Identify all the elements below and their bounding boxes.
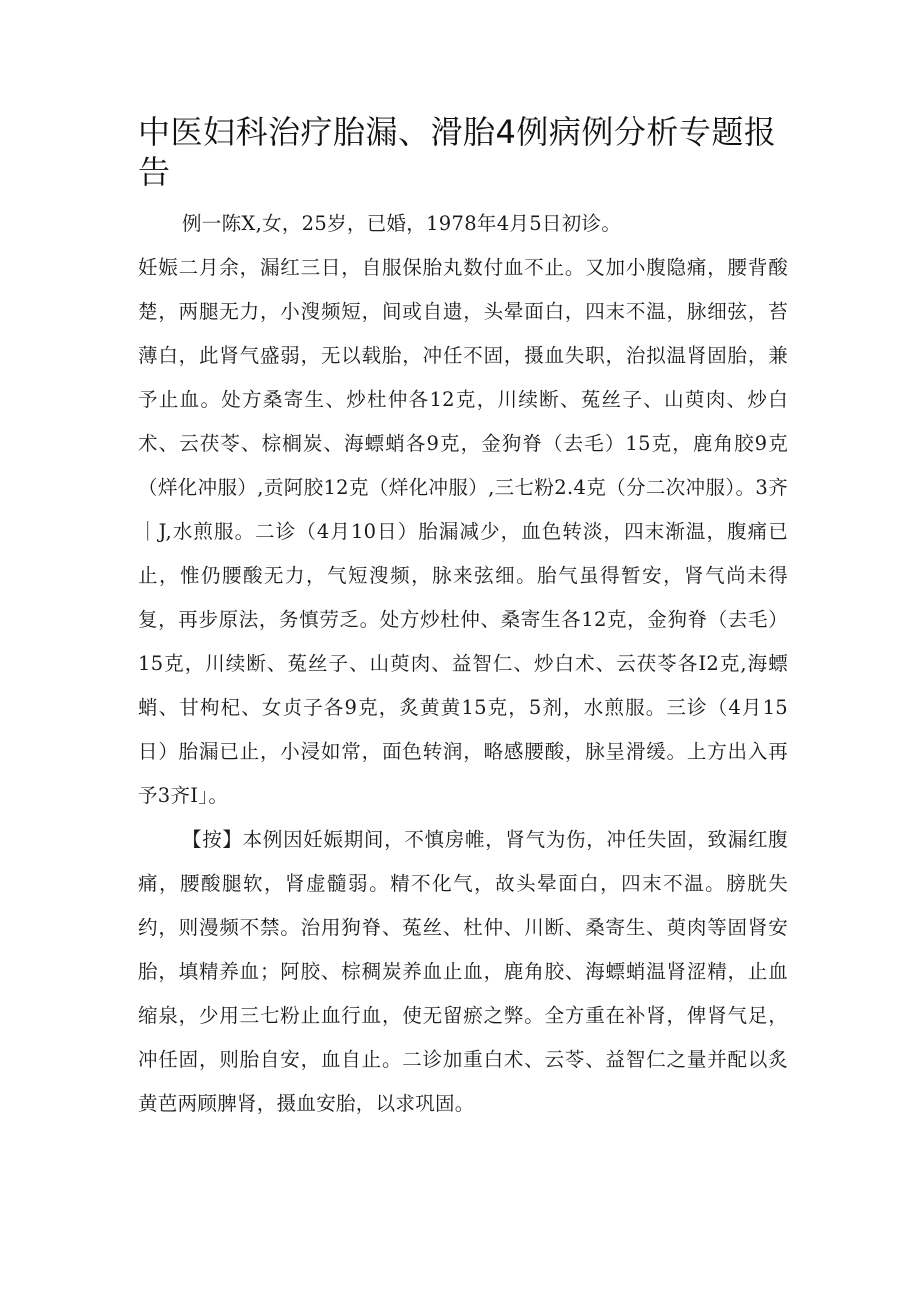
case-paragraph bbox=[138, 202, 788, 818]
commentary-paragraph: 【按】本例因妊娠期间，不慎房帷，肾气为伤，冲任失固，致漏红腹痛，腰酸腿软，肾虚髓弱。精不化气，故头晕面白，四末不温。膀胱失约，则漫频不禁。治用狗脊、菟丝、杜仲、川断、桑寄生、萸肉等固肾安胎，填精养血；阿胶、棕稠炭养血止血，鹿角胶、海螵蛸温肾涩精，止血缩泉，少用三七粉止血行血，使无留瘀之弊。全方重在补肾，俾肾气足，冲任固，则胎自安，血自止。二诊加重白术、云苓、益智仁之量并配以炙黄芭两顾脾肾，摄血安胎，以求巩固。 bbox=[138, 828, 788, 1115]
document-title: 中医妇科治疗胎漏、滑胎4例病例分析专题报告 bbox=[138, 113, 777, 191]
case-body: 妊娠二月余，漏红三日，自服保胎丸数付血不止。又加小腹隐痛，腰背酸楚，两腿无力，小溲频短，间或自遗，头晕面白，四末不温，脉细弦，苔薄白，此肾气盛弱，无以载胎，冲任不固，摄血失职，治拟温肾固胎，兼予止血。处方桑寄生、炒杜仲各12克，川续断、菟丝子、山萸肉、炒白术、云茯苓、棕榈炭、海螵蛸各9克，金狗脊（去毛）15克，鹿角胶9克（烊化冲服）,贡阿胶12克（烊化冲服）,三七粉2.4克（分二次冲服）。3齐｜J,水煎服。二诊（4月10日）胎漏减少，血色转淡，四末渐温，腹痛已止，惟仍腰酸无力，气短溲频，脉来弦细。胎气虽得暂安，肾气尚未得复，再步原法，务慎劳乏。处方炒杜仲、桑寄生各12克，金狗脊（去毛）15克，川续断、菟丝子、山萸肉、益智仁、炒白术、云茯苓各I2克,海螵蛸、甘枸杞、女贞子各9克，炙黄黄15克，5剂，水煎服。三诊（4月15日）胎漏已止，小浸如常，面色转润，略感腰酸，脉呈滑缓。上方出入再予3齐I」。 bbox=[138, 256, 788, 807]
document-page bbox=[138, 112, 788, 1126]
case-intro: 例一陈X,女，25岁，已婚，1978年4月5日初诊。 bbox=[182, 212, 622, 235]
